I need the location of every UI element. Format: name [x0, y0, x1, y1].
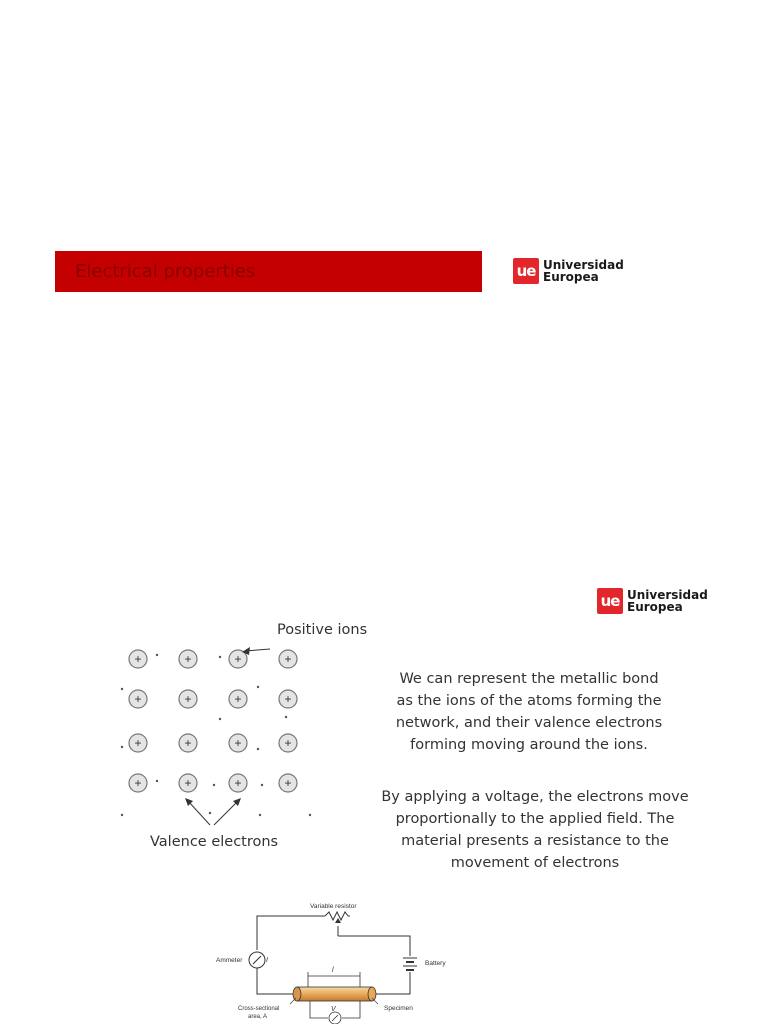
logo-line-1: Universidad [627, 588, 708, 602]
valence-electron [309, 814, 311, 816]
variable-resistor-label: Variable resistor [310, 903, 357, 910]
university-logo [513, 258, 624, 284]
valence-electron [121, 688, 123, 690]
valence-electron [285, 716, 287, 718]
logo-line-2: Europea [543, 270, 599, 284]
paragraph-voltage: By applying a voltage, the electrons move proportionally to the applied field. The material presents a resistance to the movement of electrons [381, 789, 689, 871]
voltage-symbol: V [331, 1006, 336, 1013]
ion-plus-sign: + [234, 652, 242, 666]
ion-plus-sign: + [134, 692, 142, 706]
valence-electron [209, 812, 211, 814]
specimen-rod [297, 987, 372, 1001]
valence-electron-dots [121, 654, 311, 816]
ion-plus-sign: + [284, 692, 292, 706]
valence-electron [219, 718, 221, 720]
length-symbol: l [332, 967, 334, 974]
valence-electron [257, 686, 259, 688]
current-symbol: I [266, 957, 268, 964]
variable-resistor-icon [325, 912, 348, 920]
ion-plus-sign: + [284, 652, 292, 666]
ammeter-label: Ammeter [216, 957, 243, 964]
ion-plus-sign: + [284, 776, 292, 790]
valence-arrow-right [214, 801, 238, 825]
slide-title: Electrical properties [75, 261, 256, 282]
cross-section-label-2: area, A [248, 1014, 268, 1020]
ue-logo-icon: ue [513, 258, 539, 284]
valence-electron [213, 784, 215, 786]
ion-plus-sign: + [184, 776, 192, 790]
valence-electron [257, 748, 259, 750]
ion-plus-sign: + [234, 776, 242, 790]
valence-electron [219, 656, 221, 658]
valence-electron [121, 814, 123, 816]
logo-line-2: Europea [627, 600, 683, 614]
ue-logo-icon: ue [597, 588, 623, 614]
ion-plus-sign: + [284, 736, 292, 750]
battery-label: Battery [425, 960, 446, 967]
logo-line-1: Universidad [543, 258, 624, 272]
university-logo-2 [597, 588, 708, 614]
specimen-label: Specimen [384, 1005, 413, 1012]
valence-electron [156, 780, 158, 782]
ion-plus-sign: + [134, 776, 142, 790]
ion-plus-sign: + [134, 736, 142, 750]
valence-electron [261, 784, 263, 786]
positive-ions-label: Positive ions [277, 622, 368, 638]
valence-arrow-left [188, 801, 210, 825]
circuit-diagram [200, 898, 460, 1024]
cross-section-label-1: Cross-sectional [238, 1006, 280, 1012]
ion-plus-sign: + [184, 736, 192, 750]
ion-lattice [129, 650, 297, 792]
ion-plus-sign: + [184, 692, 192, 706]
valence-electron [156, 654, 158, 656]
ion-plus-sign: + [134, 652, 142, 666]
valence-electron [121, 746, 123, 748]
ion-plus-sign: + [234, 736, 242, 750]
metallic-bond-figure [110, 615, 390, 855]
paragraph-metallic-bond: We can represent the metallic bond as the ions of the atoms forming the network, and their valence electrons forming moving around the ions. [395, 671, 663, 753]
valence-electron [259, 814, 261, 816]
valence-electrons-label: Valence electrons [150, 834, 279, 850]
ion-plus-sign: + [184, 652, 192, 666]
ion-plus-sign: + [234, 692, 242, 706]
title-bar [55, 251, 482, 292]
